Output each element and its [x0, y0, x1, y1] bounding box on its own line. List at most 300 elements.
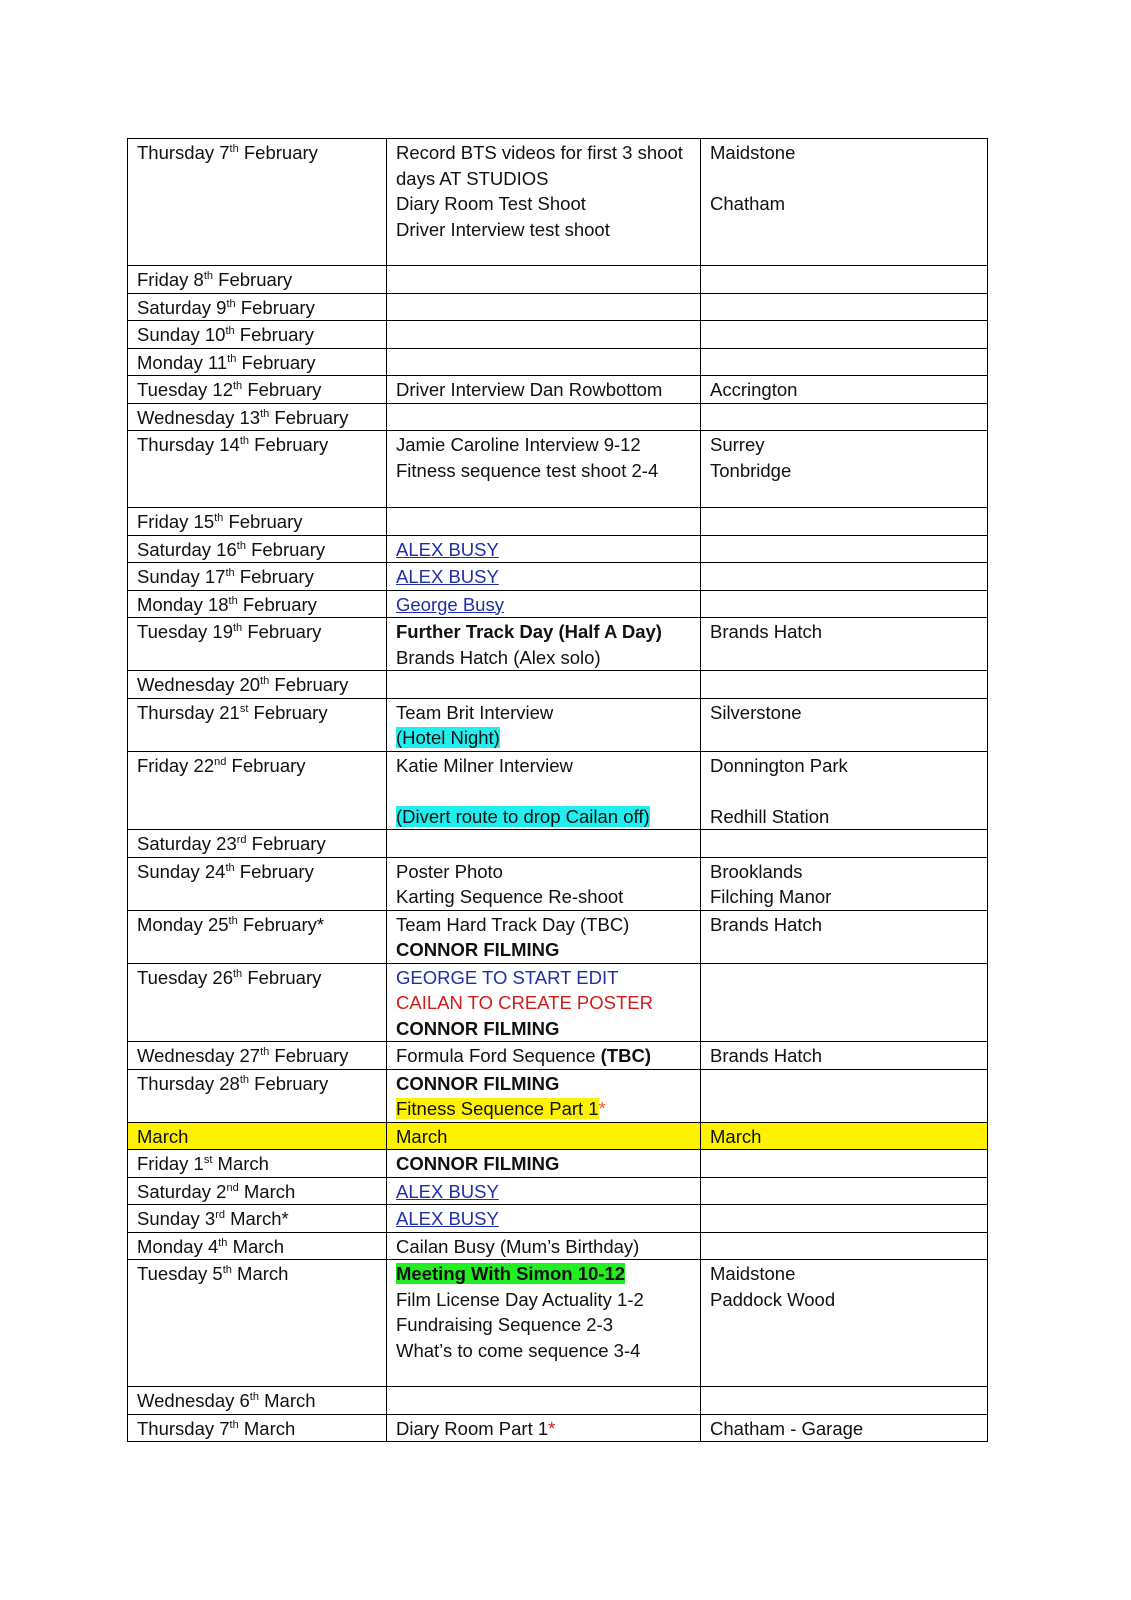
- task-cell: [387, 1414, 701, 1442]
- task-text: Meeting With Simon 10-12: [396, 1263, 626, 1284]
- task-text: What’s to come sequence 3-4: [396, 1339, 641, 1361]
- task-text: Record BTS videos for first 3 shoot: [396, 142, 683, 163]
- date-day: Thursday 14: [137, 434, 240, 455]
- date-month: February: [242, 966, 322, 988]
- date-ordinal: th: [229, 1418, 239, 1431]
- task-line: [396, 140, 691, 166]
- task-cell: [387, 1205, 701, 1233]
- schedule-row: [128, 751, 988, 830]
- schedule-row: [128, 293, 988, 321]
- date-ordinal: th: [203, 270, 214, 282]
- schedule-row: [128, 1205, 988, 1233]
- date-month: February: [248, 701, 328, 723]
- date-month: March: [231, 1263, 289, 1284]
- date-ordinal: th: [229, 143, 239, 155]
- date-label: [137, 700, 377, 726]
- location-cell: [701, 857, 988, 910]
- task-line: [396, 191, 691, 217]
- date-ordinal: th: [239, 1073, 250, 1086]
- task-text: GEORGE TO START EDIT: [396, 966, 619, 988]
- location-cell: [701, 535, 988, 563]
- date-cell: [128, 1177, 387, 1205]
- date-day: Friday 15: [137, 511, 215, 532]
- task-line: [396, 753, 691, 779]
- date-ordinal: th: [228, 914, 238, 927]
- month-label: March: [710, 1125, 762, 1147]
- task-line: [396, 1416, 691, 1442]
- date-cell: [128, 857, 387, 910]
- task-cell: [387, 1042, 701, 1070]
- location-cell: [701, 963, 988, 1042]
- location-cell: [701, 590, 988, 618]
- date-cell: [128, 910, 387, 963]
- task-line: [396, 1261, 691, 1287]
- date-label: [137, 509, 377, 535]
- date-month: February: [234, 566, 314, 587]
- task-line: [396, 619, 691, 645]
- task-line: [396, 1312, 691, 1338]
- task-line: [396, 804, 691, 830]
- location-text: Maidstone: [710, 142, 796, 163]
- location-text: Chatham: [710, 193, 786, 214]
- task-cell: [387, 1387, 701, 1415]
- location-text: Paddock Wood: [710, 1288, 836, 1310]
- date-ordinal: th: [260, 1046, 270, 1058]
- location-text: Brands Hatch: [710, 913, 823, 935]
- date-cell: [128, 376, 387, 404]
- schedule-row: [128, 1042, 988, 1070]
- location-cell: [701, 1260, 988, 1387]
- task-cell: [387, 1150, 701, 1178]
- task-line: [396, 432, 691, 458]
- date-ordinal: th: [226, 297, 236, 310]
- location-text: Brooklands: [710, 860, 803, 882]
- task-cell: [387, 857, 701, 910]
- date-month: February: [238, 142, 318, 163]
- date-day: Friday 1: [137, 1153, 204, 1174]
- date-ordinal: th: [214, 512, 224, 524]
- task-line: [396, 1338, 691, 1364]
- task-cell: [387, 590, 701, 618]
- date-ordinal: th: [233, 380, 243, 392]
- location-cell: [701, 1069, 988, 1122]
- task-line: [396, 1179, 691, 1205]
- date-cell: [128, 590, 387, 618]
- task-line: [396, 645, 691, 671]
- task-text: Diary Room Test Shoot: [396, 193, 586, 214]
- date-ordinal: th: [233, 622, 243, 634]
- date-day: Saturday 23: [137, 833, 237, 854]
- task-line: [396, 1287, 691, 1313]
- task-line: [396, 1234, 691, 1260]
- task-cell: [387, 618, 701, 671]
- date-ordinal: st: [203, 1154, 213, 1166]
- location-text: Brands Hatch: [710, 1045, 823, 1066]
- location-cell: [701, 1177, 988, 1205]
- date-month: March: [238, 1417, 296, 1439]
- location-text: Redhill Station: [710, 805, 830, 827]
- date-cell: [128, 618, 387, 671]
- date-cell: [128, 1414, 387, 1442]
- task-line: [396, 592, 691, 618]
- location-cell: [701, 403, 988, 431]
- location-cell: [701, 348, 988, 376]
- month-header-cell: [387, 1122, 701, 1150]
- date-month: February: [242, 379, 322, 400]
- schedule-row: [128, 563, 988, 591]
- date-month: February: [223, 511, 303, 532]
- date-day: Sunday 17: [137, 566, 226, 587]
- date-month: March*: [224, 1208, 289, 1229]
- date-day: Tuesday 5: [137, 1263, 223, 1284]
- task-line: [396, 937, 691, 963]
- date-label: [137, 140, 377, 166]
- date-ordinal: th: [239, 435, 250, 447]
- spacer: [710, 778, 978, 804]
- date-cell: [128, 830, 387, 858]
- schedule-row: [128, 963, 988, 1042]
- date-ordinal: th: [218, 1236, 228, 1249]
- location-cell: [701, 1205, 988, 1233]
- date-month: March: [227, 1235, 284, 1257]
- date-ordinal: th: [222, 1264, 232, 1276]
- date-ordinal: th: [233, 967, 243, 980]
- date-ordinal: th: [249, 1391, 259, 1403]
- date-month: February: [245, 538, 326, 560]
- date-label: [137, 1416, 377, 1442]
- task-text: (Hotel Night): [396, 727, 500, 748]
- task-text: Fitness Sequence Part 1: [396, 1098, 599, 1119]
- alex-busy-link[interactable]: ALEX BUSY: [396, 1208, 499, 1229]
- alex-busy-link[interactable]: ALEX BUSY: [396, 1180, 499, 1202]
- date-day: Wednesday 6: [137, 1390, 250, 1411]
- location-cell: [701, 431, 988, 508]
- task-line: [396, 217, 691, 243]
- location-text: Silverstone: [710, 701, 802, 723]
- task-cell: [387, 1069, 701, 1122]
- location-text: Tonbridge: [710, 459, 792, 481]
- task-text: (Divert route to drop Cailan off): [396, 805, 650, 827]
- date-day: Thursday 28: [137, 1072, 240, 1094]
- task-cell: [387, 403, 701, 431]
- task-text: CONNOR FILMING: [396, 1072, 560, 1094]
- schedule-table: [127, 138, 988, 1442]
- schedule-row: [128, 403, 988, 431]
- task-cell: [387, 266, 701, 294]
- date-label: [137, 1071, 377, 1097]
- date-label: [137, 1151, 377, 1177]
- date-cell: [128, 671, 387, 699]
- date-month: February: [234, 324, 314, 345]
- date-day: Wednesday 27: [137, 1045, 261, 1066]
- task-text: Jamie Caroline Interview 9-12: [396, 434, 641, 455]
- date-day: Monday 18: [137, 593, 229, 615]
- task-text: Fundraising Sequence 2-3: [396, 1314, 614, 1335]
- spacer: [396, 778, 691, 804]
- date-cell: [128, 963, 387, 1042]
- date-ordinal: rd: [215, 1209, 225, 1221]
- date-cell: [128, 431, 387, 508]
- task-line: [396, 377, 691, 403]
- date-day: Sunday 24: [137, 860, 226, 882]
- location-cell: [701, 1150, 988, 1178]
- date-month: February: [226, 754, 306, 776]
- alex-busy-link[interactable]: ALEX BUSY: [396, 566, 499, 587]
- schedule-row: [128, 376, 988, 404]
- date-label: [137, 432, 377, 458]
- date-cell: [128, 1205, 387, 1233]
- date-cell: [128, 1260, 387, 1387]
- task-cell: [387, 348, 701, 376]
- date-month: March: [212, 1153, 269, 1174]
- date-day: Friday 22: [137, 754, 215, 776]
- schedule-row: [128, 698, 988, 751]
- task-cell: [387, 910, 701, 963]
- task-text: Diary Room Part 1: [396, 1417, 549, 1439]
- date-label: [137, 859, 377, 885]
- location-cell: [701, 671, 988, 699]
- task-cell: [387, 535, 701, 563]
- date-month: February: [269, 406, 349, 428]
- location-text: Filching Manor: [710, 886, 832, 907]
- task-text: Poster Photo: [396, 860, 503, 882]
- date-month: February: [269, 674, 349, 695]
- date-ordinal: th: [225, 325, 235, 337]
- task-text: CONNOR FILMING: [396, 1153, 560, 1174]
- date-cell: [128, 266, 387, 294]
- date-day: Wednesday 20: [137, 674, 261, 695]
- schedule-row: [128, 830, 988, 858]
- task-text: Driver Interview test shoot: [396, 218, 610, 240]
- date-ordinal: th: [228, 594, 238, 607]
- date-day: Monday 25: [137, 913, 229, 935]
- task-cell: [387, 1177, 701, 1205]
- month-label: March: [137, 1125, 189, 1147]
- date-month: February: [246, 833, 326, 854]
- date-cell: [128, 403, 387, 431]
- date-day: Saturday 9: [137, 296, 227, 318]
- task-cell: [387, 431, 701, 508]
- date-month: February: [237, 593, 317, 615]
- location-cell: [701, 910, 988, 963]
- schedule-row: [128, 535, 988, 563]
- date-month: February: [236, 351, 316, 373]
- task-cell: [387, 698, 701, 751]
- date-ordinal: th: [260, 407, 270, 420]
- date-day: Sunday 10: [137, 324, 226, 345]
- task-text: (TBC): [600, 1045, 651, 1066]
- task-line: [396, 990, 691, 1016]
- task-text: Film License Day Actuality 1-2: [396, 1288, 644, 1310]
- task-line: [396, 725, 691, 751]
- date-month: February*: [237, 913, 325, 935]
- schedule-row: [128, 618, 988, 671]
- date-cell: [128, 1232, 387, 1260]
- location-cell: [701, 1232, 988, 1260]
- date-label: [137, 831, 377, 857]
- task-cell: [387, 139, 701, 266]
- month-header-row: [128, 1122, 988, 1150]
- date-ordinal: st: [239, 702, 249, 715]
- date-ordinal: th: [225, 567, 235, 579]
- task-line: [396, 166, 691, 192]
- date-day: Tuesday 26: [137, 966, 233, 988]
- location-text: Accrington: [710, 379, 798, 400]
- date-cell: [128, 139, 387, 266]
- date-label: [137, 592, 377, 618]
- date-label: [137, 350, 377, 376]
- month-label: March: [396, 1125, 448, 1147]
- schedule-row: [128, 590, 988, 618]
- date-cell: [128, 751, 387, 830]
- schedule-row: [128, 671, 988, 699]
- location-cell: [701, 830, 988, 858]
- location-cell: [701, 698, 988, 751]
- date-month: February: [249, 1072, 329, 1094]
- task-text: Further Track Day (Half A Day): [396, 621, 662, 642]
- date-cell: [128, 1387, 387, 1415]
- george-busy-link[interactable]: George Busy: [396, 593, 504, 615]
- date-day: Friday 8: [137, 269, 204, 290]
- schedule-row: [128, 1260, 988, 1387]
- date-day: Tuesday 12: [137, 379, 233, 400]
- date-label: [137, 965, 377, 991]
- task-text: CONNOR FILMING: [396, 939, 560, 960]
- schedule-row: [128, 857, 988, 910]
- location-text: Maidstone: [710, 1263, 796, 1284]
- location-text: Chatham - Garage: [710, 1417, 864, 1439]
- date-cell: [128, 1042, 387, 1070]
- date-month: February: [249, 434, 329, 455]
- date-day: Thursday 7: [137, 1417, 230, 1439]
- task-line: [396, 884, 691, 910]
- date-cell: [128, 293, 387, 321]
- schedule-row: [128, 348, 988, 376]
- task-text: CONNOR FILMING: [396, 1017, 560, 1039]
- task-text: Brands Hatch (Alex solo): [396, 646, 601, 668]
- date-label: [137, 405, 377, 431]
- location-cell: [701, 563, 988, 591]
- task-text: Driver Interview Dan Rowbottom: [396, 379, 663, 400]
- date-label: [137, 1179, 377, 1205]
- task-text: Karting Sequence Re-shoot: [396, 886, 624, 907]
- task-cell: [387, 293, 701, 321]
- task-text: Cailan Busy (Mum’s Birthday): [396, 1235, 640, 1257]
- location-text: Donnington Park: [710, 754, 848, 776]
- location-cell: [701, 1414, 988, 1442]
- location-cell: [701, 618, 988, 671]
- location-cell: [701, 376, 988, 404]
- location-cell: [701, 321, 988, 349]
- alex-busy-link[interactable]: ALEX BUSY: [396, 538, 499, 560]
- date-label: [137, 672, 377, 698]
- task-text: days AT STUDIOS: [396, 167, 549, 189]
- task-line: [396, 965, 691, 991]
- date-cell: [128, 321, 387, 349]
- location-cell: [701, 266, 988, 294]
- task-text: Formula Ford Sequence: [396, 1045, 601, 1066]
- date-day: Thursday 7: [137, 142, 230, 163]
- date-day: Thursday 21: [137, 701, 240, 723]
- month-header-cell: [701, 1122, 988, 1150]
- date-label: [137, 322, 377, 348]
- date-label: [137, 377, 377, 403]
- schedule-row: [128, 1150, 988, 1178]
- date-day: Monday 4: [137, 1235, 219, 1257]
- date-label: [137, 295, 377, 321]
- date-month: February: [235, 296, 315, 318]
- schedule-row: [128, 431, 988, 508]
- date-cell: [128, 698, 387, 751]
- date-ordinal: nd: [214, 755, 227, 768]
- date-label: [137, 619, 377, 645]
- date-label: [137, 912, 377, 938]
- date-label: [137, 1261, 377, 1287]
- date-label: [137, 753, 377, 779]
- schedule-row: [128, 1069, 988, 1122]
- task-cell: [387, 1232, 701, 1260]
- month-header-cell: [128, 1122, 387, 1150]
- date-day: Saturday 16: [137, 538, 237, 560]
- location-cell: [701, 751, 988, 830]
- schedule-row: [128, 139, 988, 266]
- task-cell: [387, 321, 701, 349]
- task-cell: [387, 830, 701, 858]
- task-line: [396, 859, 691, 885]
- task-line: [396, 700, 691, 726]
- task-line: [396, 1206, 691, 1232]
- task-cell: [387, 751, 701, 830]
- date-day: Wednesday 13: [137, 406, 261, 428]
- date-ordinal: th: [225, 861, 235, 874]
- date-cell: [128, 508, 387, 536]
- schedule-row: [128, 508, 988, 536]
- date-month: March: [238, 1180, 296, 1202]
- task-line: [396, 912, 691, 938]
- date-day: Tuesday 19: [137, 621, 233, 642]
- location-text: Brands Hatch: [710, 621, 823, 642]
- task-cell: [387, 376, 701, 404]
- date-label: [137, 1043, 377, 1069]
- location-cell: [701, 508, 988, 536]
- date-ordinal: th: [260, 675, 270, 687]
- date-month: February: [234, 860, 314, 882]
- date-ordinal: th: [227, 352, 237, 365]
- location-cell: [701, 1042, 988, 1070]
- task-text: *: [598, 1098, 606, 1119]
- date-month: February: [213, 269, 293, 290]
- task-cell: [387, 508, 701, 536]
- date-month: February: [242, 621, 322, 642]
- date-cell: [128, 348, 387, 376]
- task-line: [396, 458, 691, 484]
- task-line: [396, 1016, 691, 1042]
- date-cell: [128, 563, 387, 591]
- task-line: [396, 1043, 691, 1069]
- schedule-row: [128, 1177, 988, 1205]
- task-line: [396, 537, 691, 563]
- task-line: [396, 564, 691, 590]
- task-text: Team Brit Interview: [396, 701, 554, 723]
- schedule-row: [128, 266, 988, 294]
- task-text: CAILAN TO CREATE POSTER: [396, 992, 654, 1013]
- spacer: [710, 166, 978, 192]
- date-label: [137, 1234, 377, 1260]
- task-text: Katie Milner Interview: [396, 754, 573, 776]
- date-day: Monday 11: [137, 351, 228, 373]
- task-text: *: [548, 1417, 556, 1439]
- schedule-row: [128, 1232, 988, 1260]
